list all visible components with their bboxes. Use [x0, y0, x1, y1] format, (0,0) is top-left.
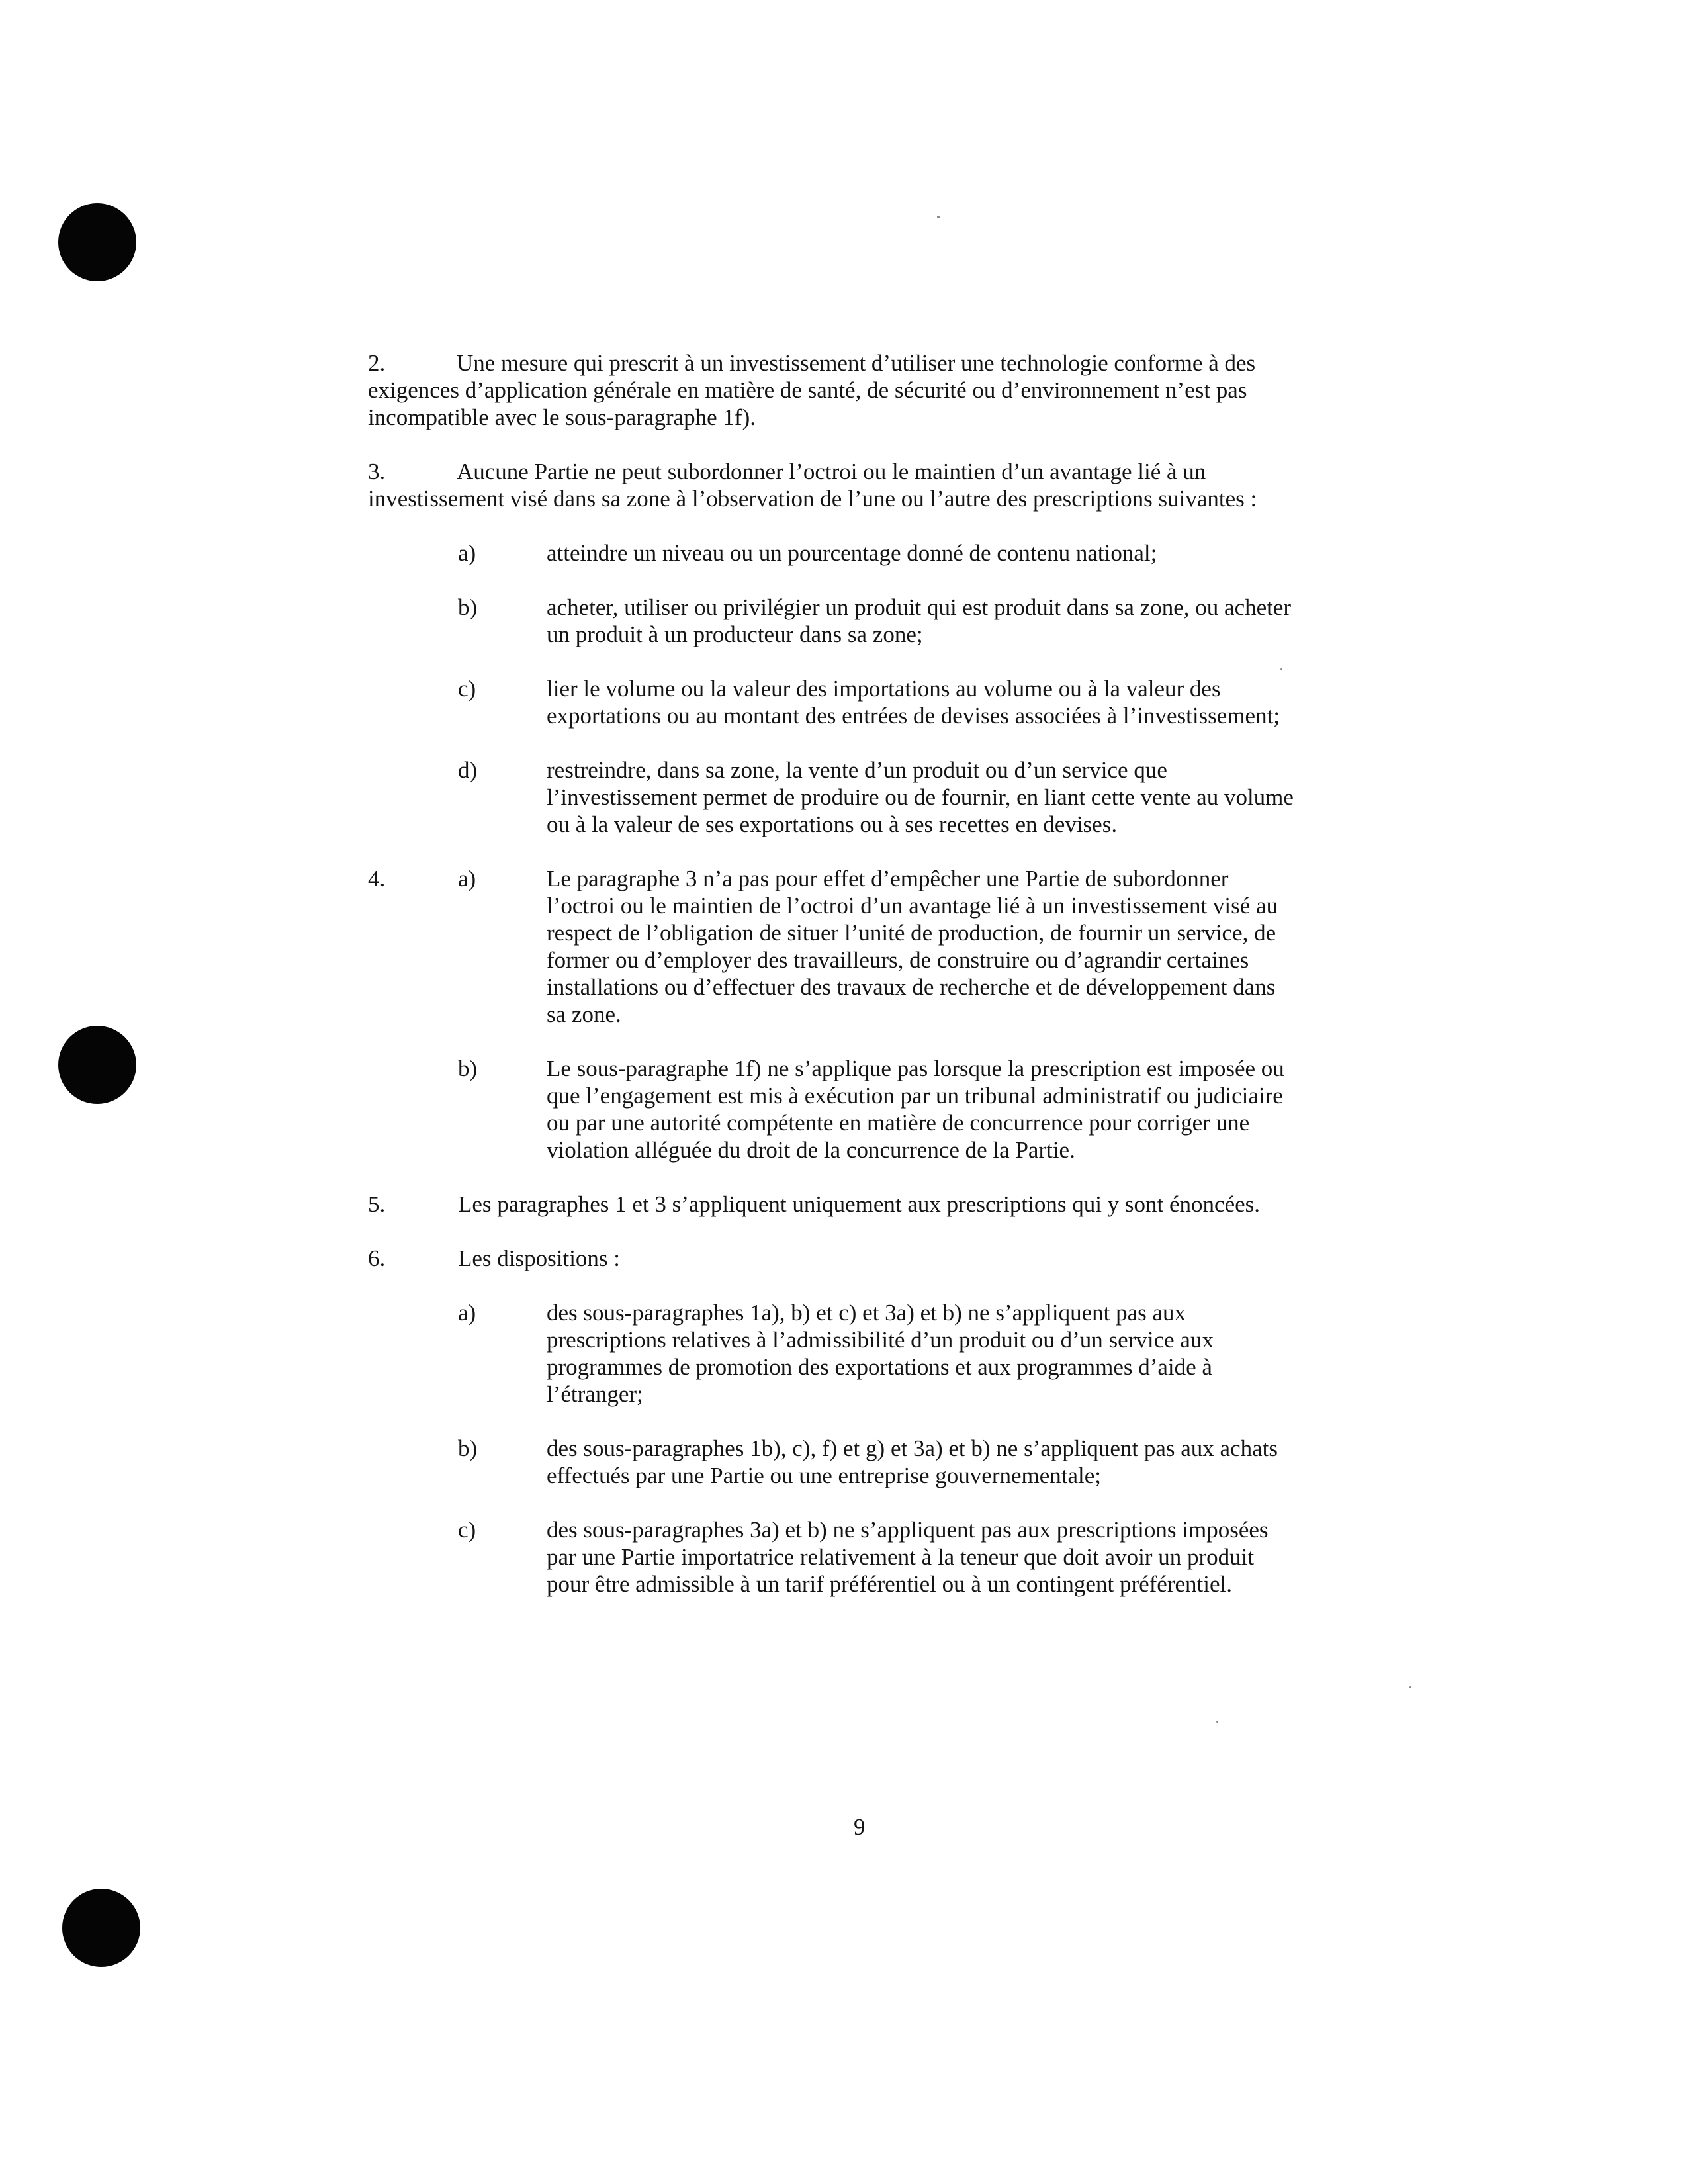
text-line: par une Partie importatrice relativement à la teneur que doit avoir un produit — [547, 1544, 1255, 1570]
text-line: l’investissement permet de produire ou de fournir, en liant cette vente au volume — [547, 784, 1294, 810]
text-line: des sous-paragraphes 1b), c), f) et g) et 3a) et b) ne s’appliquent pas aux achats — [547, 1435, 1278, 1461]
paragraph-number: 6. — [368, 1246, 386, 1271]
text-line: investissement visé dans sa zone à l’observation de l’une ou l’autre des prescriptions suivantes : — [368, 486, 1257, 512]
text-line: former ou d’employer des travailleurs, de construire ou d’agrandir certaines — [547, 947, 1249, 973]
text-line: violation alléguée du droit de la concurrence de la Partie. — [547, 1137, 1075, 1163]
text-line: Le paragraphe 3 n’a pas pour effet d’empêcher une Partie de subordonner — [547, 866, 1229, 891]
text-line: l’étranger; — [547, 1381, 643, 1407]
page-number: 9 — [854, 1814, 866, 1840]
text-line: Une mesure qui prescrit à un investissement d’utiliser une technologie conforme à des — [457, 350, 1256, 376]
text-line: atteindre un niveau ou un pourcentage donné de contenu national; — [547, 540, 1157, 566]
text-line: ou par une autorité compétente en matière de concurrence pour corriger une — [547, 1110, 1250, 1136]
text-line: respect de l’obligation de situer l’unité de production, de fournir un service, de — [547, 920, 1276, 946]
text-line: lier le volume ou la valeur des importations au volume ou à la valeur des — [547, 676, 1221, 702]
item-label: d) — [458, 757, 478, 783]
scan-speck — [937, 216, 940, 218]
punch-hole — [58, 1026, 136, 1104]
scan-speck — [1280, 668, 1282, 670]
item-label: c) — [458, 1517, 476, 1543]
text-line: Les paragraphes 1 et 3 s’appliquent uniquement aux prescriptions qui y sont énoncées. — [458, 1191, 1261, 1217]
item-label: b) — [458, 1056, 478, 1081]
text-line: Le sous-paragraphe 1f) ne s’applique pas lorsque la prescription est imposée ou — [547, 1056, 1284, 1081]
paragraph-number: 2. — [368, 350, 386, 376]
text-line: prescriptions relatives à l’admissibilité d’un produit ou d’un service aux — [547, 1327, 1214, 1353]
paragraph-number: 3. — [368, 459, 386, 484]
text-line: Les dispositions : — [458, 1246, 621, 1271]
paragraph-number: 5. — [368, 1191, 386, 1217]
text-line: que l’engagement est mis à exécution par un tribunal administratif ou judiciaire — [547, 1083, 1283, 1109]
scan-speck — [1216, 1721, 1218, 1723]
scan-speck — [1409, 1686, 1411, 1688]
text-line: installations ou d’effectuer des travaux de recherche et de développement dans — [547, 974, 1276, 1000]
text-line: un produit à un producteur dans sa zone; — [547, 621, 923, 647]
text-line: pour être admissible à un tarif préférentiel ou à un contingent préférentiel. — [547, 1571, 1232, 1597]
text-line: programmes de promotion des exportations et aux programmes d’aide à — [547, 1354, 1212, 1380]
punch-hole — [62, 1889, 140, 1967]
paragraph-number: 4. — [368, 866, 386, 891]
text-line: exportations ou au montant des entrées de devises associées à l’investissement; — [547, 703, 1280, 729]
text-line: effectués par une Partie ou une entreprise gouvernementale; — [547, 1463, 1102, 1488]
text-line: des sous-paragraphes 1a), b) et c) et 3a) et b) ne s’appliquent pas aux — [547, 1300, 1186, 1326]
text-line: ou à la valeur de ses exportations ou à ses recettes en devises. — [547, 811, 1118, 837]
item-label: c) — [458, 676, 476, 702]
item-label: b) — [458, 1435, 478, 1461]
punch-hole — [58, 203, 136, 281]
text-line: sa zone. — [547, 1001, 621, 1027]
text-line: exigences d’application générale en matière de santé, de sécurité ou d’environnement n’est pas — [368, 377, 1247, 403]
text-line: restreindre, dans sa zone, la vente d’un produit ou d’un service que — [547, 757, 1167, 783]
item-label: b) — [458, 594, 478, 620]
text-line: l’octroi ou le maintien de l’octroi d’un avantage lié à un investissement visé au — [547, 893, 1278, 919]
item-label: a) — [458, 1300, 476, 1326]
text-line: acheter, utiliser ou privilégier un produit qui est produit dans sa zone, ou acheter — [547, 594, 1292, 620]
item-label: a) — [458, 540, 476, 566]
text-line: Aucune Partie ne peut subordonner l’octroi ou le maintien d’un avantage lié à un — [457, 459, 1206, 484]
text-line: incompatible avec le sous-paragraphe 1f). — [368, 404, 756, 430]
text-line: des sous-paragraphes 3a) et b) ne s’appliquent pas aux prescriptions imposées — [547, 1517, 1269, 1543]
item-label: a) — [458, 866, 476, 891]
